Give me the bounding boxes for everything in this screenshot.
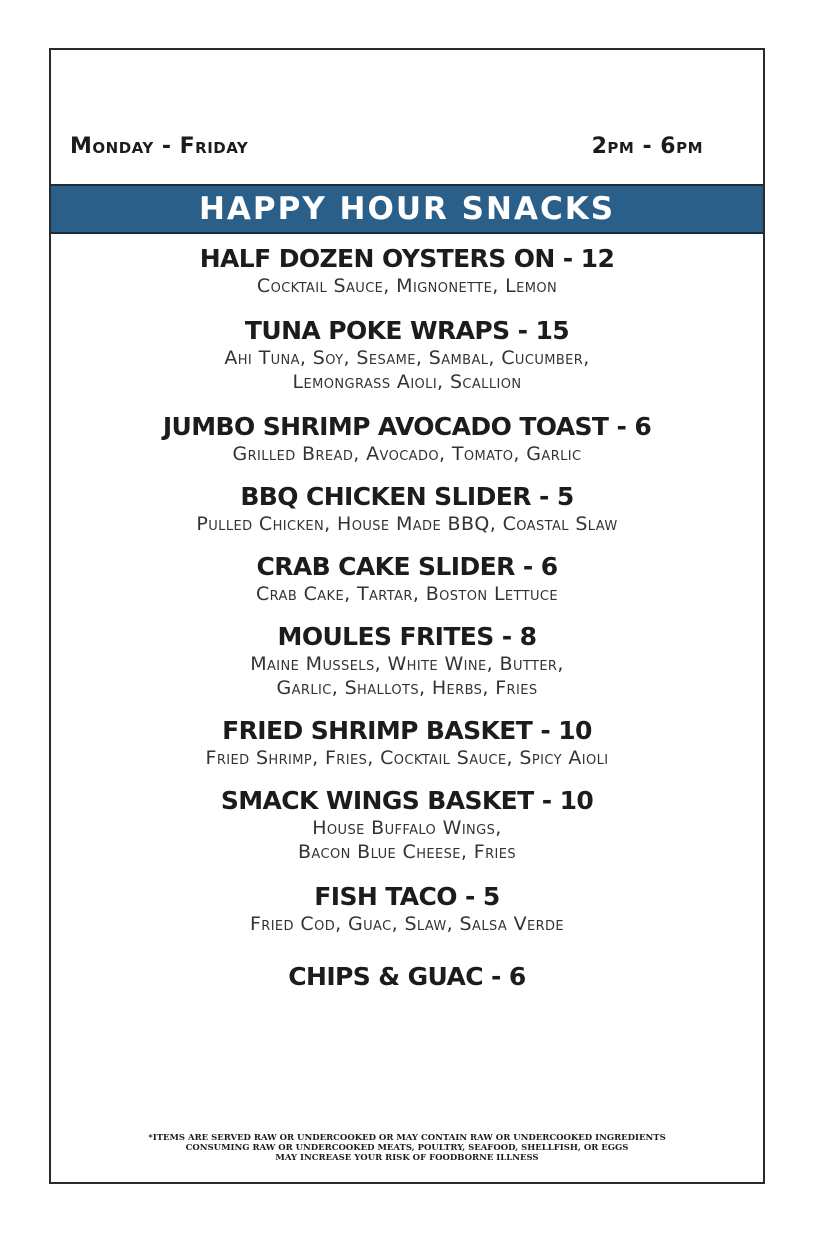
item-title: HALF DOZEN OYSTERS ON - 12	[199, 244, 615, 273]
menu-list	[51, 244, 763, 992]
days-label: Monday - Friday	[70, 134, 249, 159]
item-desc-line: Ahi Tuna, Soy, Sesame, Sambal, Cucumber,	[224, 347, 590, 369]
menu-item	[51, 552, 763, 606]
item-description	[51, 582, 763, 606]
item-desc-line: Crab Cake, Tartar, Boston Lettuce	[255, 583, 559, 605]
menu-item	[51, 786, 763, 864]
item-title: SMACK WINGS BASKET - 10	[220, 786, 594, 815]
item-title: MOULES FRITES - 8	[277, 622, 537, 651]
item-title: FISH TACO - 5	[314, 882, 500, 911]
item-desc-line: Maine Mussels, White Wine, Butter,	[250, 653, 564, 675]
item-desc-line: Fried Shrimp, Fries, Cocktail Sauce, Spicy Aioli	[205, 747, 609, 769]
item-description	[51, 274, 763, 298]
disclaimer-line: *ITEMS ARE SERVED RAW OR UNDERCOOKED OR MAY CONTAIN RAW OR UNDERCOOKED INGREDIENTS	[148, 1133, 666, 1143]
item-description	[51, 512, 763, 536]
item-desc-line: Bacon Blue Cheese, Fries	[297, 841, 517, 863]
item-desc-line: Cocktail Sauce, Mignonette, Lemon	[256, 275, 558, 297]
menu-item	[51, 716, 763, 770]
menu-item	[51, 244, 763, 298]
item-description	[51, 442, 763, 466]
menu-item	[51, 622, 763, 700]
disclaimer-line: CONSUMING RAW OR UNDERCOOKED MEATS, POULTRY, SEAFOOD, SHELLFISH, OR EGGS	[185, 1143, 629, 1153]
menu-item	[51, 882, 763, 936]
item-description	[51, 346, 763, 394]
item-title: CHIPS & GUAC - 6	[288, 962, 526, 991]
item-title: TUNA POKE WRAPS - 15	[244, 316, 570, 345]
item-description	[51, 816, 763, 864]
item-desc-line: Pulled Chicken, House Made BBQ, Coastal Slaw	[196, 513, 618, 535]
banner-title: HAPPY HOUR SNACKS	[198, 191, 616, 227]
item-description	[51, 912, 763, 936]
time-label: 2pm - 6pm	[591, 134, 703, 159]
item-title: FRIED SHRIMP BASKET - 10	[222, 716, 592, 745]
item-desc-line: House Buffalo Wings,	[312, 817, 502, 839]
section-banner	[51, 184, 763, 234]
menu-item	[51, 316, 763, 394]
item-title: JUMBO SHRIMP AVOCADO TOAST - 6	[162, 412, 652, 441]
item-desc-line: Fried Cod, Guac, Slaw, Salsa Verde	[249, 913, 565, 935]
item-desc-line: Lemongrass Aioli, Scallion	[292, 371, 522, 393]
disclaimer-line: MAY INCREASE YOUR RISK OF FOODBORNE ILLNESS	[275, 1153, 539, 1163]
item-desc-line: Garlic, Shallots, Herbs, Fries	[276, 677, 538, 699]
item-description	[51, 746, 763, 770]
menu-item	[51, 962, 763, 992]
menu-item	[51, 412, 763, 466]
hours-row	[70, 134, 703, 159]
item-title: BBQ CHICKEN SLIDER - 5	[240, 482, 574, 511]
item-description	[51, 652, 763, 700]
item-title: CRAB CAKE SLIDER - 6	[256, 552, 558, 581]
item-desc-line: Grilled Bread, Avocado, Tomato, Garlic	[232, 443, 582, 465]
food-safety-disclaimer	[51, 1133, 763, 1163]
menu-item	[51, 482, 763, 536]
